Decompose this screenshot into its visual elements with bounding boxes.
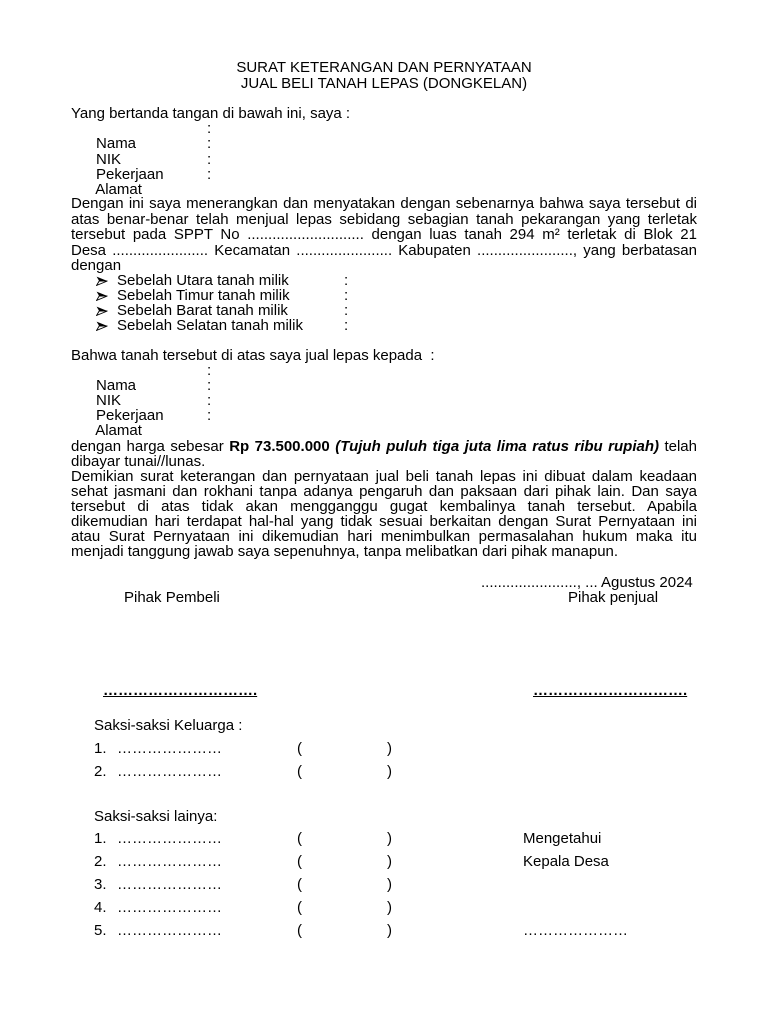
boundary-colon: : bbox=[344, 317, 349, 334]
boundary-colon: : bbox=[344, 302, 349, 319]
witness-name-line: ………………… bbox=[117, 762, 222, 780]
arrowhead-right-icon bbox=[96, 321, 108, 331]
witness-number: 1. bbox=[94, 740, 107, 757]
witness-row bbox=[94, 900, 654, 923]
signature-paren-close: ) bbox=[387, 899, 392, 916]
statement-line: tersebut pada SPPT No ............................ dengan luas tanah 294 m² terletak di Blok 21 bbox=[71, 226, 697, 243]
buyer-field-address bbox=[71, 407, 271, 439]
witness-number: 2. bbox=[94, 853, 107, 870]
signature-paren-open: ( bbox=[297, 762, 302, 780]
price-amount: Rp 73.500.000 bbox=[229, 438, 330, 455]
closing-line: sehat jasmani dan rokhani tanpa adanya pengaruh dan paksaan dari pihak lain. Dan saya bbox=[71, 483, 697, 501]
field-colon: : bbox=[207, 362, 212, 379]
signature-paren-open: ( bbox=[297, 853, 302, 870]
boundary-label: Sebelah Utara tanah milik bbox=[117, 272, 289, 289]
statement-line: Desa ....................... Kecamatan ....................... Kabupaten ......................., yang berbatasan bbox=[71, 241, 697, 259]
seller-fields bbox=[71, 120, 271, 199]
boundary-north bbox=[96, 273, 376, 288]
arrowhead-right-icon bbox=[96, 306, 108, 316]
boundary-south bbox=[96, 318, 376, 333]
seller-name-line: …………………………. bbox=[533, 682, 688, 699]
witness-name-line: ………………… bbox=[117, 853, 222, 870]
statement-line: Dengan ini saya menerangkan dan menyatakan dengan sebenarnya bahwa saya tersebut di bbox=[71, 195, 697, 212]
witness-row bbox=[94, 923, 654, 946]
boundary-east bbox=[96, 288, 376, 303]
field-label: Alamat bbox=[95, 181, 142, 199]
field-colon: : bbox=[207, 377, 212, 394]
field-colon: : bbox=[207, 407, 212, 424]
buyer-name-line: …………………………. bbox=[103, 682, 258, 699]
seller-intro: Yang bertanda tangan di bawah ini, saya : bbox=[71, 105, 351, 122]
buyer-field-name bbox=[71, 362, 271, 394]
village-head-name-line: ………………… bbox=[523, 922, 628, 939]
signature-paren-close: ) bbox=[387, 740, 392, 757]
witness-row bbox=[94, 854, 654, 877]
field-label: Nama bbox=[96, 377, 137, 394]
field-label: NIK bbox=[96, 392, 122, 409]
witness-name-line: ………………… bbox=[117, 876, 222, 893]
witness-name-line: ………………… bbox=[117, 740, 222, 757]
field-label: Alamat bbox=[95, 422, 142, 439]
field-label: Nama bbox=[96, 135, 137, 153]
closing-line: atau Surat Pernyataan ini dikemudian hari menimbulkan permasalahan hukum maka itu bbox=[71, 528, 697, 546]
boundary-colon: : bbox=[344, 272, 349, 289]
seller-field-address bbox=[71, 165, 271, 199]
document-title bbox=[0, 60, 768, 92]
witness-name-line: ………………… bbox=[117, 899, 222, 916]
field-label: Pekerjaan bbox=[96, 165, 164, 183]
other-witnesses-heading: Saksi-saksi lainya: bbox=[94, 808, 218, 825]
witness-number: 1. bbox=[94, 830, 107, 847]
closing-line: Demikian surat keterangan dan pernyataan jual beli tanah lepas ini dibuat dalam keadaan bbox=[71, 468, 697, 486]
buyer-field-occupation bbox=[71, 392, 271, 424]
witness-name-line: ………………… bbox=[117, 830, 222, 847]
signature-paren-close: ) bbox=[387, 922, 392, 939]
arrowhead-right-icon bbox=[96, 291, 108, 301]
boundary-colon: : bbox=[344, 287, 349, 304]
boundary-label: Sebelah Timur tanah milik bbox=[117, 287, 290, 304]
boundary-label: Sebelah Selatan tanah milik bbox=[117, 317, 303, 334]
signature-paren-close: ) bbox=[387, 876, 392, 893]
witness-row bbox=[94, 764, 614, 787]
closing-line: tersebut di atas tidak akan mengganggu gugat kembalinya tanah tersebut. Apabila bbox=[71, 498, 697, 516]
field-colon: : bbox=[207, 120, 212, 137]
boundary-west bbox=[96, 303, 376, 318]
price-in-words: (Tujuh puluh tiga juta lima ratus ribu rupiah) bbox=[335, 438, 659, 455]
signature-paren-close: ) bbox=[387, 853, 392, 870]
field-colon: : bbox=[207, 135, 212, 153]
closing-line: menjadi tanggung jawab saya sepenuhnya, tanpa melibatkan dari pihak manapun. bbox=[71, 543, 619, 561]
signature-paren-open: ( bbox=[297, 830, 302, 847]
place-date: ......................., ... Agustus 2024 bbox=[481, 574, 693, 591]
statement-paragraph bbox=[71, 196, 697, 274]
witness-number: 3. bbox=[94, 876, 107, 893]
payment-status: dibayar tunai//lunas. bbox=[71, 453, 206, 471]
boundary-list bbox=[96, 273, 376, 333]
field-colon: : bbox=[207, 150, 212, 168]
family-witness-list bbox=[94, 741, 614, 786]
signature-paren-close: ) bbox=[387, 830, 392, 847]
field-colon: : bbox=[207, 392, 212, 409]
buyer-field-nik bbox=[71, 377, 271, 409]
terms-paragraph bbox=[71, 439, 697, 559]
seller-field-nik bbox=[71, 135, 271, 168]
witness-number: 4. bbox=[94, 899, 107, 916]
statement-line: dengan bbox=[71, 257, 122, 274]
seller-field-name bbox=[71, 120, 271, 153]
buyer-signature-label: Pihak Pembeli bbox=[124, 589, 220, 606]
witness-row bbox=[94, 741, 614, 764]
village-head-title: Kepala Desa bbox=[523, 853, 609, 870]
price-prefix: dengan harga sebesar bbox=[71, 438, 224, 455]
buyer-fields bbox=[71, 362, 271, 439]
title-line-2: JUAL BELI TANAH LEPAS (DONGKELAN) bbox=[240, 75, 528, 92]
field-colon: : bbox=[207, 165, 212, 183]
boundary-label: Sebelah Barat tanah milik bbox=[117, 302, 288, 319]
signature-paren-open: ( bbox=[297, 922, 302, 939]
title-line-1: SURAT KETERANGAN DAN PERNYATAAN bbox=[236, 59, 532, 76]
witness-number: 5. bbox=[94, 922, 107, 939]
signature-paren-open: ( bbox=[297, 740, 302, 757]
witness-row bbox=[94, 831, 654, 854]
signature-paren-open: ( bbox=[297, 899, 302, 916]
witness-number: 2. bbox=[94, 762, 107, 780]
signature-paren-open: ( bbox=[297, 876, 302, 893]
other-witness-list bbox=[94, 831, 654, 946]
statement-line: atas benar-benar telah menjual lepas sebidang sebagian tanah pekarangan yang terletak bbox=[71, 210, 697, 228]
price-suffix: telah bbox=[664, 438, 697, 455]
seller-field-occupation bbox=[71, 150, 271, 183]
village-head-acknowledge-label: Mengetahui bbox=[523, 830, 602, 847]
buyer-intro: Bahwa tanah tersebut di atas saya jual lepas kepada : bbox=[71, 347, 435, 364]
price-line bbox=[71, 439, 697, 454]
signature-paren-close: ) bbox=[387, 762, 392, 780]
arrowhead-right-icon bbox=[96, 276, 108, 286]
family-witnesses-heading: Saksi-saksi Keluarga : bbox=[94, 717, 243, 734]
seller-signature-label: Pihak penjual bbox=[568, 589, 659, 606]
field-label: Pekerjaan bbox=[96, 407, 164, 424]
witness-name-line: ………………… bbox=[117, 922, 222, 939]
field-label: NIK bbox=[96, 150, 122, 168]
closing-line: dikemudian hari terdapat hal-hal yang tidak sesuai berkaitan dengan Surat Pernyataan ini bbox=[71, 513, 697, 531]
witness-row bbox=[94, 877, 654, 900]
